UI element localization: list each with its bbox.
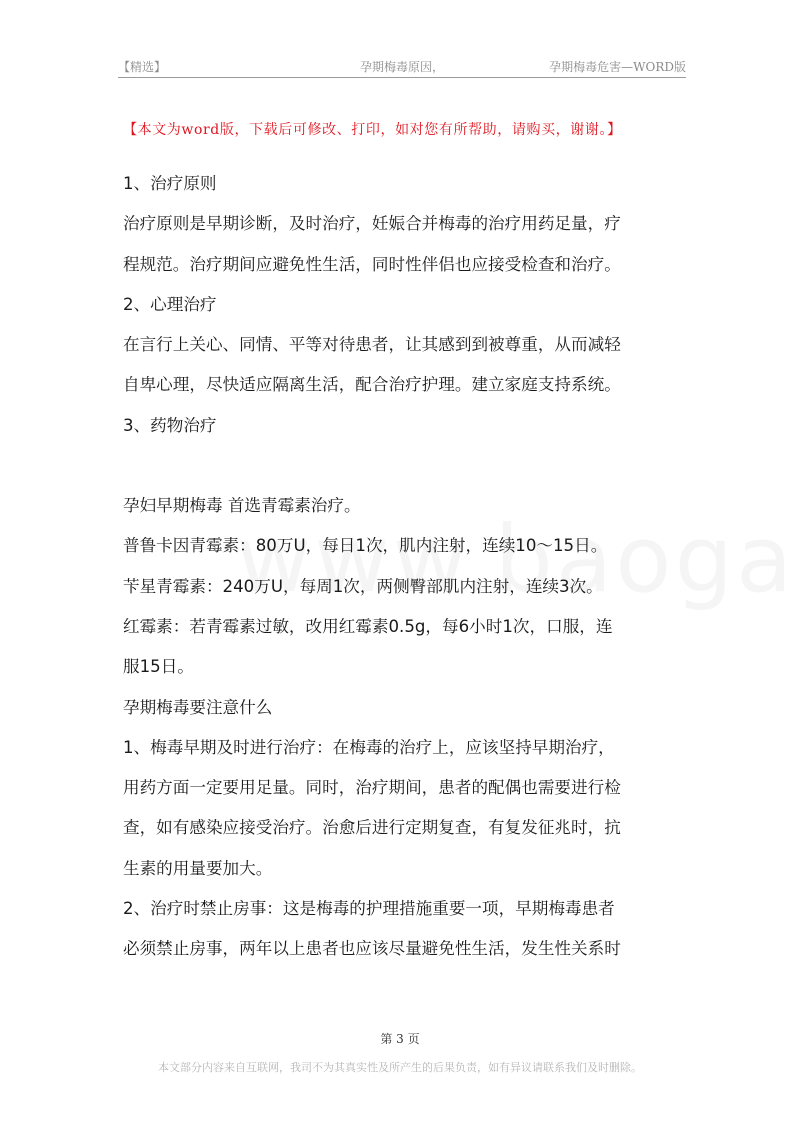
paragraph-line: 1、梅毒早期及时进行治疗：在梅毒的治疗上，应该坚持早期治疗， (123, 737, 615, 757)
paragraph-line: 自卑心理，尽快适应隔离生活，配合治疗护理。建立家庭支持系统。 (123, 375, 621, 395)
document-body (123, 164, 683, 970)
header-divider (118, 77, 686, 78)
purchase-notice: 【本文为word版，下载后可修改、打印，如对您有所帮助，请购买，谢谢。】 (123, 122, 622, 138)
paragraph-line: 查，如有感染应接受治疗。治愈后进行定期复查，有复发征兆时，抗 (123, 818, 621, 838)
paragraph-line: 治疗原则是早期诊断，及时治疗，妊娠合并梅毒的治疗用药足量，疗 (123, 214, 621, 234)
paragraph-line: 用药方面一定要用足量。同时，治疗期间，患者的配偶也需要进行检 (123, 778, 621, 798)
blank-line (123, 446, 683, 486)
header-left-label: 【精选】 (118, 60, 167, 74)
page-header (118, 56, 686, 78)
paragraph-line: 在言行上关心、同情、平等对待患者，让其感到到被尊重，从而减轻 (123, 335, 621, 355)
paragraph-line: 生素的用量要加大。 (123, 858, 273, 878)
header-title: 孕期梅毒原因， (360, 60, 445, 74)
page-number: 第 3 页 (380, 1032, 420, 1046)
paragraph-line: 服15日。 (123, 657, 194, 677)
section-heading: 3、药物治疗 (123, 415, 217, 435)
paragraph-line: 红霉素：若青霉素过敏，改用红霉素0.5g，每6小时1次，口服，连 (123, 616, 613, 636)
header-right-label: 孕期梅毒危害—WORD版 (549, 60, 686, 74)
paragraph-line: 普鲁卡因青霉素：80万U，每日1次，肌内注射，连续10～15日。 (123, 536, 608, 556)
section-heading: 1、治疗原则 (123, 174, 217, 193)
paragraph-line: 孕妇早期梅毒 首选青霉素治疗。 (123, 496, 361, 516)
paragraph-line: 程规范。治疗期间应避免性生活，同时性伴侣也应接受检查和治疗。 (123, 254, 621, 274)
section-heading: 孕期梅毒要注意什么 (123, 697, 273, 717)
section-heading: 2、心理治疗 (123, 294, 217, 314)
footer-disclaimer: 本文部分内容来自互联网，我司不为其真实性及所产生的后果负责，如有异议请联系我们及时删除。 (158, 1061, 642, 1074)
paragraph-line: 必须禁止房事，两年以上患者也应该尽量避免性生活，发生性关系时 (123, 939, 621, 959)
paragraph-line: 2、治疗时禁止房事：这是梅毒的护理措施重要一项，早期梅毒患者 (123, 899, 615, 919)
paragraph-line: 苄星青霉素：240万U，每周1次，两侧臀部肌内注射，连续3次。 (123, 576, 603, 596)
